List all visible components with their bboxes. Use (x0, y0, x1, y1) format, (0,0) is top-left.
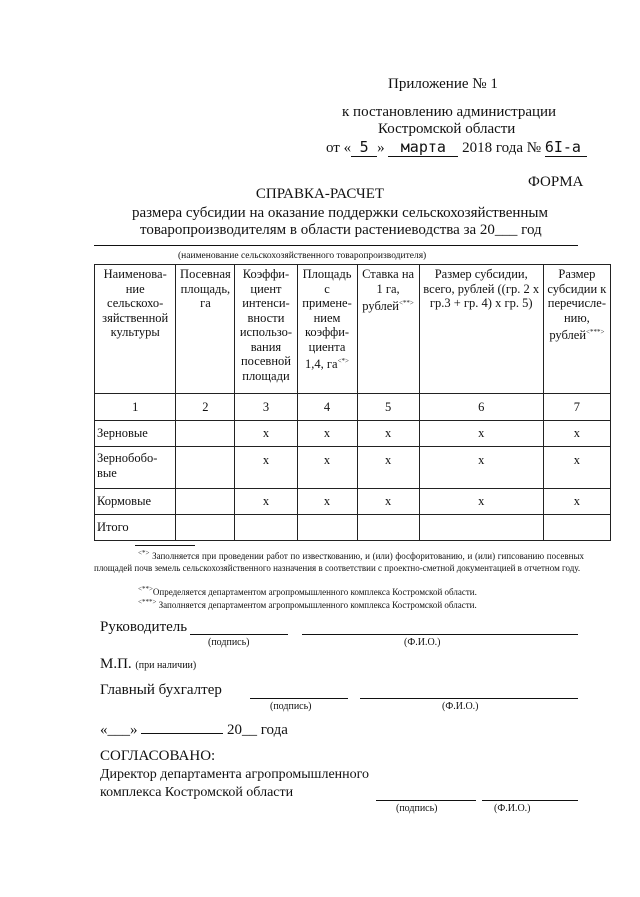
footnote-2-text: Определяется департаментом агропромышленного комплекса Костромской области. (152, 587, 477, 597)
row-cell: х (235, 421, 297, 447)
row-cell: х (543, 447, 610, 489)
accountant-sign-caption: (подпись) (270, 701, 312, 712)
date-prefix: от « (326, 140, 352, 156)
row-cell: х (543, 421, 610, 447)
row-cell: х (297, 447, 357, 489)
date-month-blank[interactable] (141, 733, 223, 734)
row-cell: х (419, 489, 543, 515)
row-cell (357, 515, 419, 541)
date-suffix: 2018 года № (462, 140, 542, 156)
stamp-note: (при наличии) (135, 660, 197, 671)
stamp-label (100, 656, 196, 673)
head-sign-caption: (подпись) (208, 637, 250, 648)
table-row (95, 515, 611, 541)
table-row (95, 447, 611, 489)
director-sign-caption: (подпись) (396, 803, 438, 814)
row-cell: х (543, 489, 610, 515)
accountant-label: Главный бухгалтер (100, 682, 222, 698)
accountant-fio-caption: (Ф.И.О.) (442, 701, 479, 712)
row-name: Итого (95, 515, 176, 541)
column-number: 3 (235, 394, 297, 421)
producer-name-line (94, 245, 578, 246)
header-footnote-mark: <*> (337, 357, 349, 365)
head-label: Руководитель (100, 619, 188, 635)
header-cell: Коэффи-циент интенси-вности использо-вания посевной площади (235, 265, 297, 394)
head-signature-line[interactable] (190, 634, 288, 635)
subsidy-table (94, 264, 611, 541)
date-mid: » (377, 140, 385, 156)
row-cell: х (357, 489, 419, 515)
column-number: 5 (357, 394, 419, 421)
row-cell (176, 447, 235, 489)
row-name: Зернобобо-вые (95, 447, 176, 489)
row-cell (235, 515, 297, 541)
table-row (95, 489, 611, 515)
head-fio-line[interactable] (302, 634, 578, 635)
row-name: Зерновые (95, 421, 176, 447)
footnote-3-mark: <***> (138, 598, 157, 606)
stamp-mp: М.П. (100, 656, 132, 672)
row-name: Кормовые (95, 489, 176, 515)
agreed-label: СОГЛАСОВАНО: (100, 748, 216, 764)
header-text: Размер субсидии к перечисле-нию, рублей (547, 267, 607, 343)
row-cell (176, 421, 235, 447)
director-fio-line[interactable] (482, 800, 578, 801)
row-cell (176, 489, 235, 515)
row-cell: х (419, 421, 543, 447)
producer-caption: (наименование сельскохозяйственного товаропроизводителя) (178, 251, 427, 261)
column-number: 1 (95, 394, 176, 421)
title-sub2: товаропроизводителям в области растениеводства за 20___ год (140, 222, 542, 238)
row-cell: х (357, 447, 419, 489)
document-title: СПРАВКА-РАСЧЕТ (255, 186, 385, 202)
resolution-date (326, 138, 587, 157)
row-cell (543, 515, 610, 541)
header-footnote-mark: <**> (398, 299, 414, 307)
column-number-row (95, 394, 611, 421)
date-field (100, 722, 288, 739)
header-cell (543, 265, 610, 394)
footnote-1 (94, 547, 584, 574)
row-cell (176, 515, 235, 541)
row-cell: х (235, 489, 297, 515)
date-month: марта (388, 138, 458, 157)
header-text: Ставка на 1 га, рублей (362, 267, 415, 314)
header-cell: Посевная площадь, га (176, 265, 235, 394)
row-cell: х (419, 447, 543, 489)
header-cell (357, 265, 419, 394)
row-cell: х (297, 421, 357, 447)
head-fio-caption: (Ф.И.О.) (404, 637, 441, 648)
column-number: 7 (543, 394, 610, 421)
title-sub1: размера субсидии на оказание поддержки сельскохозяйственным (132, 205, 548, 221)
footnote-3 (138, 596, 477, 611)
resolution-line2: Костромской области (378, 121, 516, 137)
footnote-1-text: Заполняется при проведении работ по известкованию, и (или) фосфоритованию, и (или) гипсованию посевных площадей почв земель сельскохозяйственного назначения в соответствии с проектно-сметной документацией в отчетном году. (94, 551, 585, 573)
header-footnote-mark: <***> (586, 328, 605, 336)
director-signature-line[interactable] (376, 800, 476, 801)
row-cell: х (297, 489, 357, 515)
column-number: 4 (297, 394, 357, 421)
row-cell: х (235, 447, 297, 489)
date-day-blank: «___» (100, 722, 138, 738)
column-number: 2 (176, 394, 235, 421)
director-fio-caption: (Ф.И.О.) (494, 803, 531, 814)
footnote-2-mark: <**> (138, 585, 153, 593)
director-line2: комплекса Костромской области (100, 785, 294, 800)
footnote-3-text: Заполняется департаментом агропромышленного комплекса Костромской области. (158, 600, 477, 610)
column-number: 6 (419, 394, 543, 421)
row-cell: х (357, 421, 419, 447)
accountant-signature-line[interactable] (250, 698, 348, 699)
header-row (95, 265, 611, 394)
appendix-label: Приложение № 1 (388, 76, 498, 92)
row-cell (297, 515, 357, 541)
header-text: Площадь с примене-нием коэффи-циента 1,4, га (302, 267, 352, 372)
accountant-fio-line[interactable] (360, 698, 578, 699)
resolution-number: 6I-а (545, 138, 587, 157)
table-row (95, 421, 611, 447)
resolution-line1: к постановлению администрации (342, 104, 557, 120)
form-label: ФОРМА (528, 174, 584, 190)
date-day: 5 (351, 138, 377, 157)
row-cell (419, 515, 543, 541)
footnote-separator (135, 545, 195, 546)
header-cell (297, 265, 357, 394)
header-cell: Наименова-ние сельскохо-зяйственной культуры (95, 265, 176, 394)
footnote-1-mark: <*> (138, 549, 150, 557)
date-year: 20__ года (227, 722, 288, 738)
director-line1: Директор департамента агропромышленного (100, 767, 370, 782)
header-cell: Размер субсидии, всего, рублей ((гр. 2 х гр.3 + гр. 4) х гр. 5) (419, 265, 543, 394)
